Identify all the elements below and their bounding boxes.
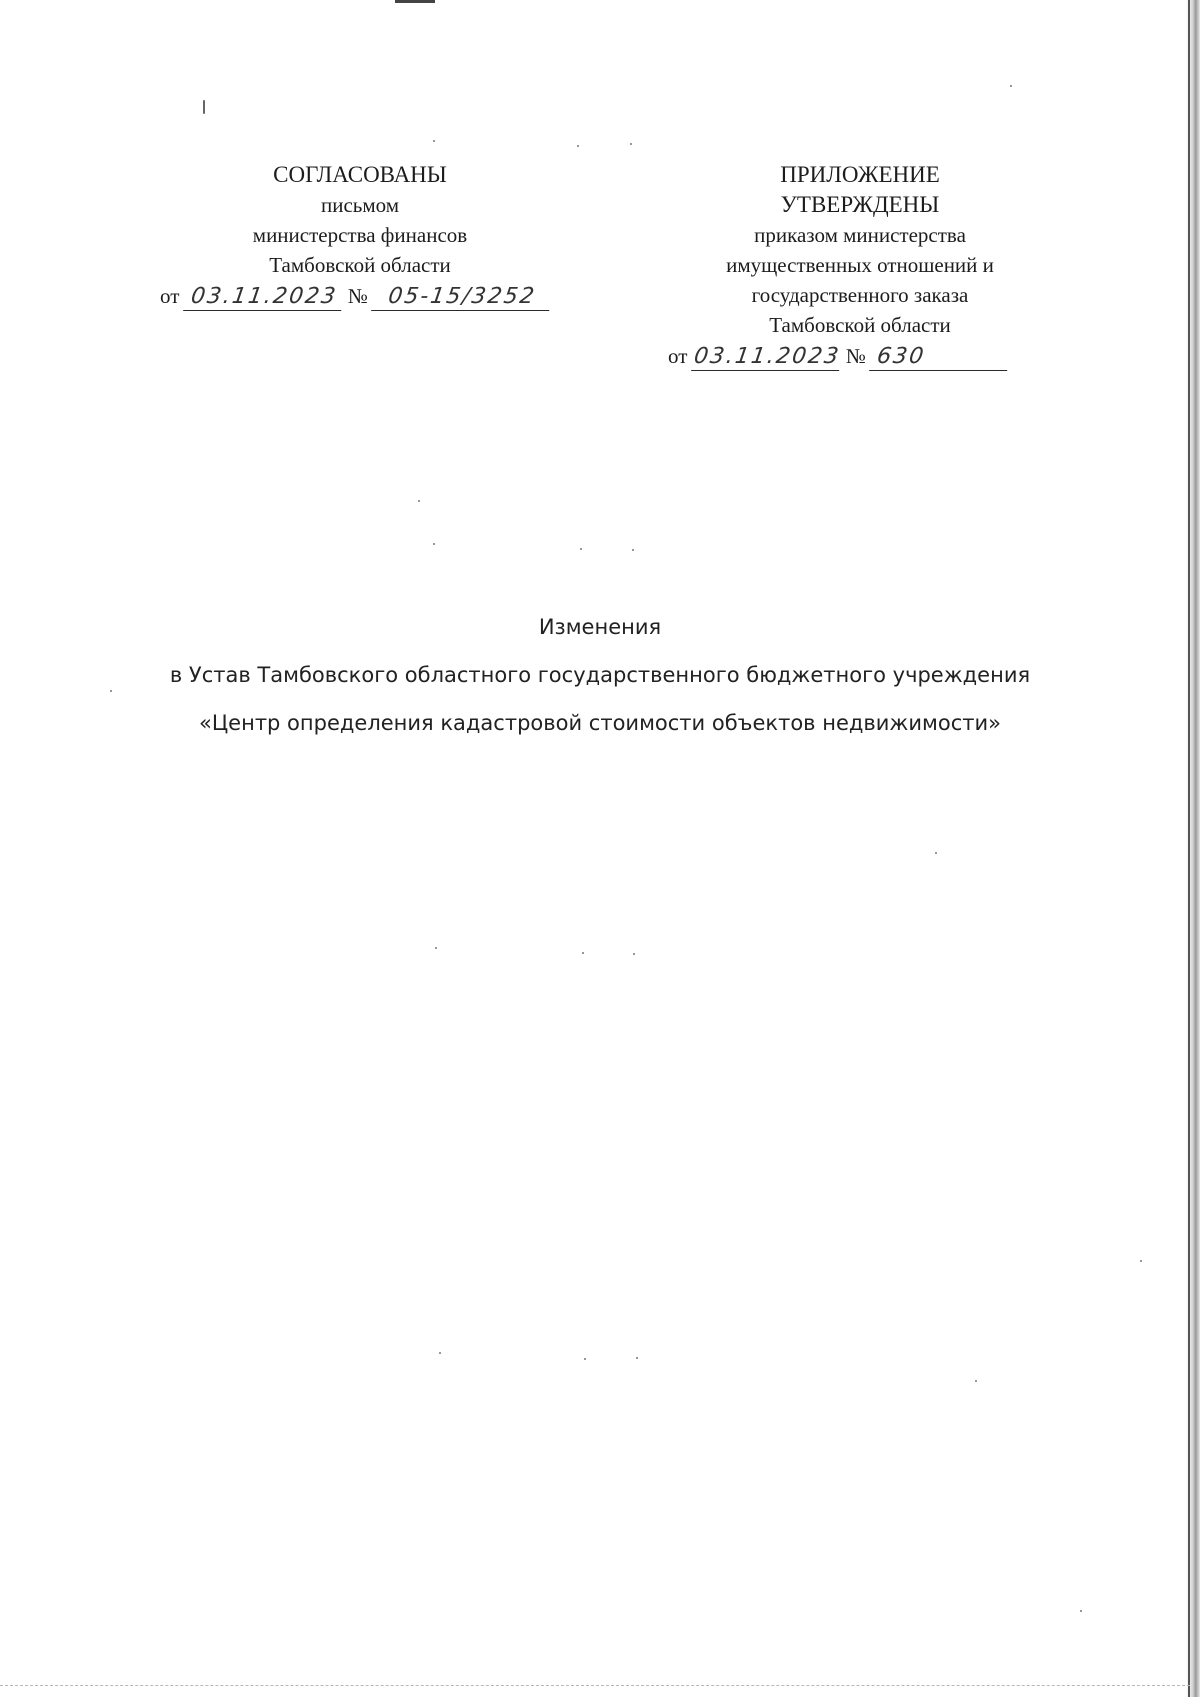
approval-left-line: письмом [320, 193, 400, 217]
handwritten-number: 05-15/3252 [371, 284, 553, 311]
scan-speck [975, 1380, 977, 1382]
approval-right-reference [668, 340, 1009, 372]
date-prefix: от [160, 284, 180, 308]
title-line: Изменения [538, 615, 662, 639]
approval-block-left [150, 160, 570, 280]
scan-speck [1080, 1610, 1082, 1612]
handwritten-date: 03.11.2023 [692, 344, 842, 369]
date-prefix: от [668, 344, 688, 368]
scan-speck [203, 100, 205, 114]
scan-speck [636, 1357, 638, 1359]
number-sign: № [347, 284, 368, 308]
title-line: в Устав Тамбовского областного государственного бюджетного учреждения [169, 663, 1031, 687]
approval-right-line: приказом министерства [754, 223, 966, 247]
number-sign: № [845, 344, 866, 368]
appendix-heading: ПРИЛОЖЕНИЕ [780, 162, 940, 187]
handwritten-date: 03.11.2023 [183, 284, 345, 311]
scan-speck [633, 953, 635, 955]
scan-speck [580, 548, 582, 550]
scan-edge-line [1188, 0, 1190, 1697]
scan-speck [1140, 1260, 1142, 1262]
scan-speck [433, 140, 435, 142]
scan-speck [439, 1352, 441, 1354]
scan-speck [435, 947, 437, 949]
scan-speck [582, 952, 584, 954]
approval-left-heading: СОГЛАСОВАНЫ [273, 162, 447, 187]
scan-speck [1010, 85, 1012, 87]
approval-right-line: Тамбовской области [769, 313, 951, 337]
scan-speck [584, 1358, 586, 1360]
scan-speck [935, 852, 937, 854]
scan-edge-bottom [0, 1685, 1190, 1687]
approval-block-right [660, 160, 1060, 340]
approval-right-line: имущественных отношений и [726, 253, 994, 277]
approval-left-line: министерства финансов [252, 223, 468, 247]
scan-speck [577, 145, 579, 147]
approval-right-line: государственного заказа [751, 283, 969, 307]
scan-artifact-top [395, 0, 435, 3]
approved-heading: УТВЕРЖДЕНЫ [780, 192, 940, 217]
scan-speck [630, 143, 632, 145]
approval-left-line: Тамбовской области [269, 253, 451, 277]
scan-speck [433, 543, 435, 545]
handwritten-number: 630 [869, 344, 1011, 371]
approval-left-reference [160, 280, 551, 312]
scan-speck [418, 500, 420, 502]
title-line: «Центр определения кадастровой стоимости объектов недвижимости» [199, 711, 1001, 735]
scan-speck [632, 549, 634, 551]
document-title [100, 612, 1100, 738]
